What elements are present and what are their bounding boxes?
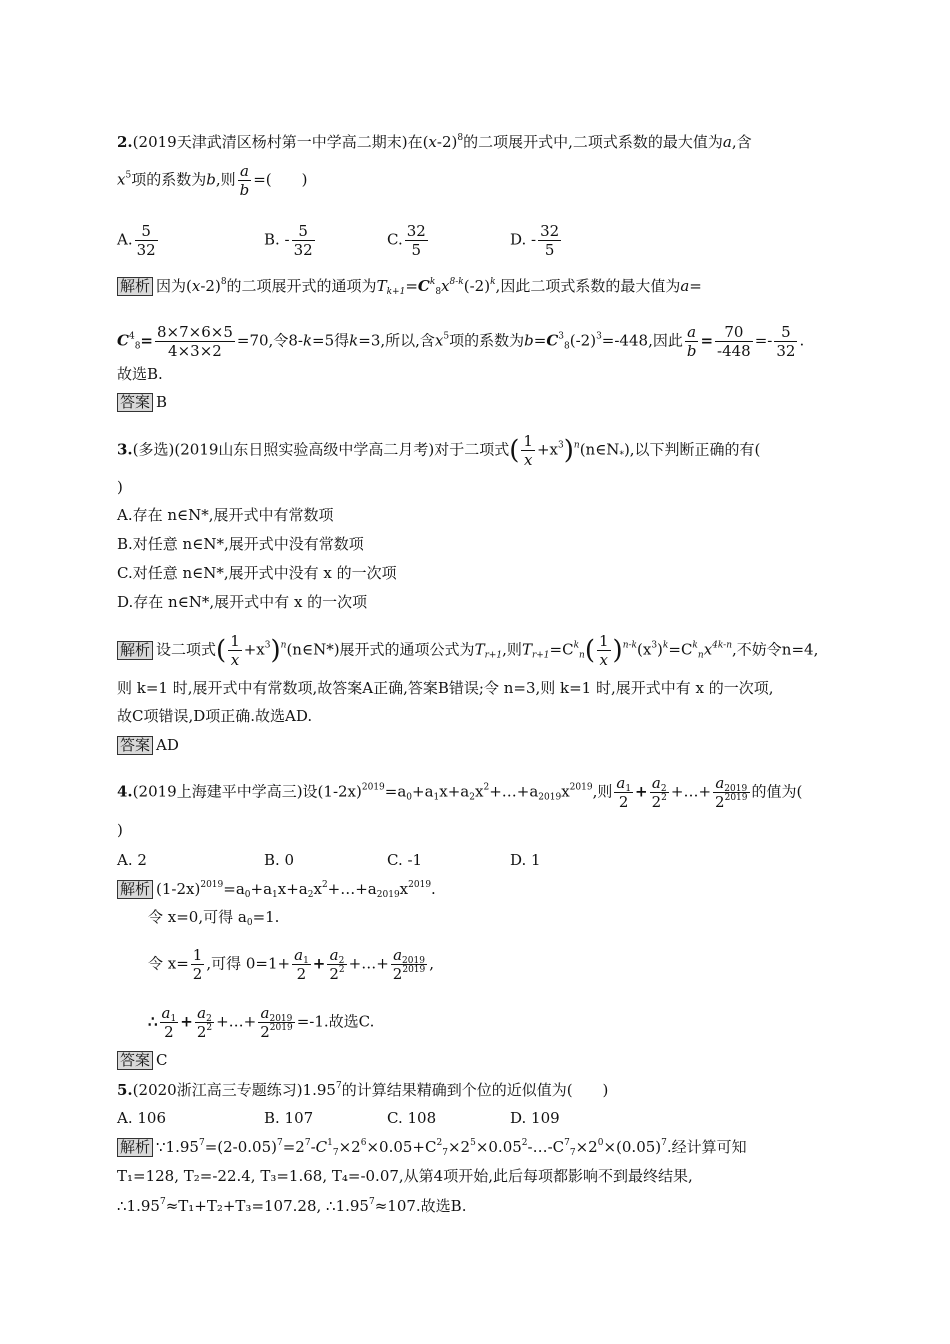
q5-option-c[interactable]: C. 108: [387, 1109, 437, 1127]
solution-tag: 解析: [117, 277, 153, 296]
q2-fraction-a-over-b: $\frac{a}{b}$: [239, 162, 250, 199]
q3-stem-line2: ): [117, 478, 123, 496]
q3-solution-line2: 则 k=1 时,展开式中有常数项,故答案A正确,答案B错误;令 n=3,则 k=1 时,展开式中有 x 的一次项,: [117, 679, 774, 697]
q4-solution-line4: ∴ $\frac{a_1}{2}$ + $\frac{a_2}{2^2}$ +…+ $\frac{a_{2019}}{2^{2019}}$ =-1.故选C.: [148, 1004, 375, 1041]
q3-option-a[interactable]: A.存在 n∈N*,展开式中有常数项: [117, 506, 334, 524]
q5-solution-line3: $\therefore 1.95^7\approx T_1+T_2+T_3=107.28$, $\therefore 1.95^7\approx 107$.故选B.: [117, 1197, 467, 1215]
q3-option-d[interactable]: D.存在 n∈N*,展开式中有 x 的一次项: [117, 593, 368, 611]
q2-number: 2.: [117, 133, 133, 151]
answer-tag: 答案: [117, 393, 153, 412]
q5-option-d[interactable]: D. 109: [510, 1109, 560, 1127]
q4-option-b[interactable]: B. 0: [264, 851, 295, 869]
q5-option-b[interactable]: B. 107: [264, 1109, 314, 1127]
q4-option-c[interactable]: C. -1: [387, 851, 423, 869]
answer-tag: 答案: [117, 1051, 153, 1070]
q2-answer: 答案 B: [117, 392, 167, 412]
q2-option-d[interactable]: D. - $\frac{32}{5}$: [510, 222, 560, 259]
q5-stem: 5.(2020浙江高三专题练习)1.95$^7$的计算结果精确到个位的近似值为( ): [117, 1081, 609, 1099]
q2-option-c[interactable]: C. $\frac{32}{5}$: [387, 222, 426, 259]
solution-tag: 解析: [117, 641, 153, 660]
q4-solution-line3: 令 x= $\frac{1}{2}$ ,可得 0=1+ $\frac{a_1}{2}$ + $\frac{a_2}{2^2}$ +…+ $\frac{a_{2019}}{2^{2019}}$ ,: [148, 946, 435, 983]
q4-solution-line1: 解析 $(1-2x)^{2019}=a_0+a_1x+a_2x^2+\dots+a_{2019}x^{2019}$.: [117, 879, 436, 899]
q3-option-c[interactable]: C.对任意 n∈N*,展开式中没有 x 的一次项: [117, 564, 397, 582]
q2-stem-line2: $x^5$项的系数为b,则 $\frac{a}{b}$ =( ): [117, 162, 308, 199]
q2-solution-line3: 故选B.: [117, 365, 163, 383]
q4-number: 4.: [117, 782, 133, 801]
q2-solution-line2: $C^4_8=$ $\frac{8\times 7\times 6\times 5}{4\times 3\times 2}$ =70,令8-k=5得k=3,所以,含$x^5$项的系数为$b=C^3_8(-2)^3=-448$,因此 $\frac{a}{b}$ = $\frac{70}{-448}$ =- $\frac{5}{32}$ .: [117, 323, 805, 360]
q2-stem-line1: 2.(2019天津武清区杨村第一中学高二期末)在$(x-2)^8$的二项展开式中,二项式系数的最大值为a,含: [117, 133, 752, 151]
q4-stem-line1: 4.(2019上海建平中学高三)设$(1-2x)^{2019}=a_0+a_1x+a_2x^2+\dots+a_{2019}x^{2019}$,则 $\frac{a_1}{2}$ + $\frac{a_2}{2^2}$ +…+ $\frac{a_{2019}}{2^{2019}}$ 的值为(: [117, 774, 803, 811]
q4-option-a[interactable]: A. 2: [117, 851, 147, 869]
q4-solution-line2: 令 x=0,可得 $a_0=1$.: [148, 908, 280, 928]
q3-option-b[interactable]: B.对任意 n∈N*,展开式中没有常数项: [117, 535, 364, 553]
q2-option-b[interactable]: B. - $\frac{5}{32}$: [264, 222, 313, 259]
solution-tag: 解析: [117, 1138, 153, 1157]
q2-option-a[interactable]: A. $\frac{5}{32}$: [117, 222, 156, 259]
q4-stem-line2: ): [117, 821, 123, 839]
q5-number: 5.: [117, 1081, 133, 1099]
q3-stem-line1: 3.(多选)(2019山东日照实验高级中学高二月考)对于二项式( $\frac{1}{x}$ $+x^3)^n(n\in N_*)$,以下判断正确的有(: [117, 432, 761, 469]
q5-option-a[interactable]: A. 106: [117, 1109, 166, 1127]
q3-solution-line3: 故C项错误,D项正确.故选AD.: [117, 707, 313, 725]
q5-solution-line1: 解析 $\because 1.95^7=(2-0.05)^7=2^7-C^1_7\times 2^6\times 0.05+C^2_7\times 2^5\times 0.05^2-\dots-C^7_7\times 2^0\times(0.05)^7$.经计算可知: [117, 1137, 747, 1157]
q2-solution-line1: 解析 因为$(x-2)^8$的二项展开式的通项为$T_{k+1}=C^k_8x^{8-k}(-2)^k$,因此二项式系数的最大值为a=: [117, 276, 702, 296]
q3-number: 3.: [117, 440, 133, 459]
q4-option-d[interactable]: D. 1: [510, 851, 541, 869]
q4-answer: 答案 C: [117, 1050, 168, 1070]
q3-solution-line1: 解析 设二项式( $\frac{1}{x}$ $+x^3)^n(n\in N*)$展开式的通项公式为$T_{r+1}$,则$T_{r+1}=C^k_n$( $\frac{1}{x}$ )$^{n-k}(x^3)^k=C^k_nx^{4k-n}$,不妨令n=4,: [117, 632, 818, 669]
q3-answer: 答案 AD: [117, 735, 179, 755]
answer-tag: 答案: [117, 736, 153, 755]
solution-tag: 解析: [117, 880, 153, 899]
q5-solution-line2: T₁=128, T₂=-22.4, T₃=1.68, T₄=-0.07,从第4项开始,此后每项都影响不到最终结果,: [117, 1167, 693, 1185]
